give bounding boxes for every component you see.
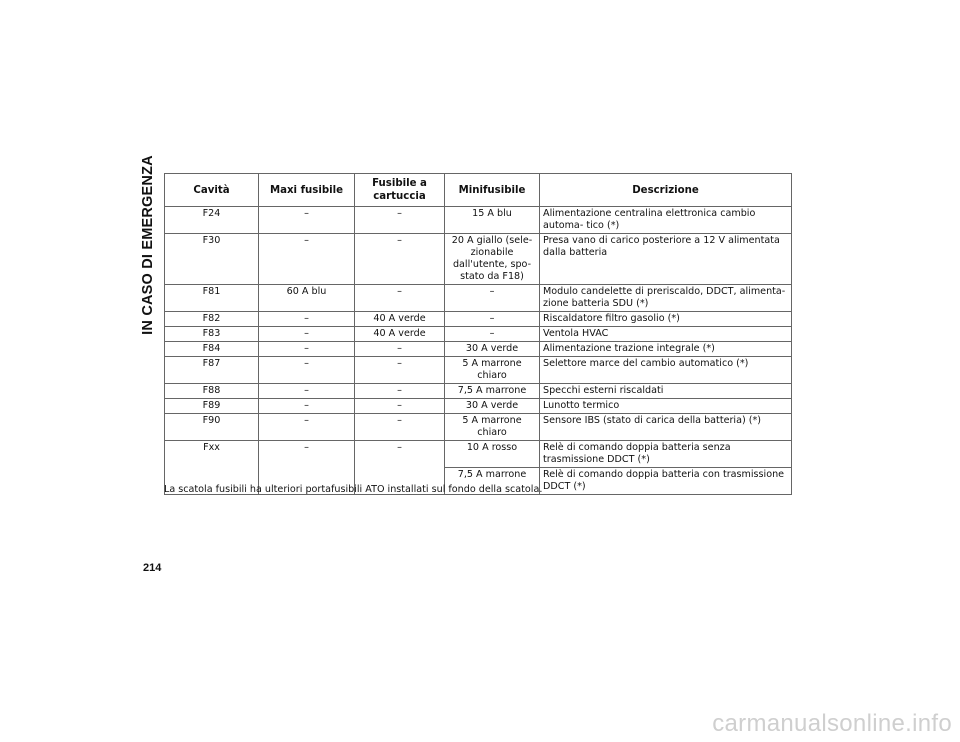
cell-mini: 15 A blu [445, 207, 540, 234]
cell-description: Riscaldatore filtro gasolio (*) [540, 312, 792, 327]
table-row [165, 327, 792, 342]
cell-maxi: – [259, 342, 355, 357]
cell-mini: 10 A rosso [445, 441, 540, 468]
watermark: carmanualsonline.info [712, 710, 952, 737]
table-row [165, 285, 792, 312]
cell-cartridge: – [355, 207, 445, 234]
cell-maxi: – [259, 414, 355, 441]
cell-description: Specchi esterni riscaldati [540, 384, 792, 399]
table-row [165, 384, 792, 399]
table-row [165, 342, 792, 357]
cell-description: Selettore marce del cambio automatico (*) [540, 357, 792, 384]
header-cartridge-fuse: Fusibile a cartuccia [355, 174, 445, 207]
table-row [165, 312, 792, 327]
cell-cartridge: – [355, 399, 445, 414]
footnote: La scatola fusibili ha ulteriori portafusibili ATO installati sul fondo della scatola. [164, 484, 543, 495]
cell-cavity: Fxx [165, 441, 259, 495]
cell-cartridge: 40 A verde [355, 312, 445, 327]
cell-maxi: – [259, 441, 355, 495]
cell-cavity: F87 [165, 357, 259, 384]
cell-maxi: – [259, 207, 355, 234]
table-row [165, 414, 792, 441]
table-row [165, 234, 792, 285]
header-description: Descrizione [540, 174, 792, 207]
cell-cartridge: – [355, 357, 445, 384]
cell-mini: 20 A giallo (sele- zionabile dall'utente, spo- stato da F18) [445, 234, 540, 285]
cell-maxi: – [259, 312, 355, 327]
cell-cavity: F83 [165, 327, 259, 342]
cell-cavity: F90 [165, 414, 259, 441]
cell-cavity: F89 [165, 399, 259, 414]
cell-mini: 30 A verde [445, 399, 540, 414]
cell-cartridge: – [355, 342, 445, 357]
cell-maxi: – [259, 234, 355, 285]
cell-mini: 30 A verde [445, 342, 540, 357]
cell-cartridge: – [355, 234, 445, 285]
cell-description: Lunotto termico [540, 399, 792, 414]
cell-description: Sensore IBS (stato di carica della batteria) (*) [540, 414, 792, 441]
cell-cartridge: – [355, 384, 445, 399]
cell-cartridge: – [355, 414, 445, 441]
cell-cavity: F82 [165, 312, 259, 327]
cell-description: Relè di comando doppia batteria senza trasmissione DDCT (*) [540, 441, 792, 468]
table-row [165, 357, 792, 384]
cell-mini: – [445, 327, 540, 342]
cell-maxi: – [259, 399, 355, 414]
table-row [165, 207, 792, 234]
cell-mini: 7,5 A marrone [445, 468, 540, 495]
cell-description: Presa vano di carico posteriore a 12 V alimentata dalla batteria [540, 234, 792, 285]
cell-mini: 5 A marrone chiaro [445, 357, 540, 384]
cell-cavity: F88 [165, 384, 259, 399]
cell-description: Relè di comando doppia batteria con trasmissione DDCT (*) [540, 468, 792, 495]
cell-cavity: F30 [165, 234, 259, 285]
cell-mini: – [445, 285, 540, 312]
cell-cavity: F24 [165, 207, 259, 234]
table-row [165, 441, 792, 468]
header-cavity: Cavità [165, 174, 259, 207]
fuse-table [164, 173, 792, 495]
cell-maxi: – [259, 357, 355, 384]
cell-mini: – [445, 312, 540, 327]
cell-cartridge: – [355, 285, 445, 312]
cell-maxi: – [259, 327, 355, 342]
cell-mini: 7,5 A marrone [445, 384, 540, 399]
section-title [139, 154, 157, 335]
cell-description: Modulo candelette di preriscaldo, DDCT, alimenta- zione batteria SDU (*) [540, 285, 792, 312]
cell-cavity: F81 [165, 285, 259, 312]
cell-cartridge: 40 A verde [355, 327, 445, 342]
section-title-text: IN CASO DI EMERGENZA [140, 154, 156, 335]
cell-description: Alimentazione trazione integrale (*) [540, 342, 792, 357]
header-mini-fuse: Minifusibile [445, 174, 540, 207]
table-row [165, 399, 792, 414]
cell-cavity: F84 [165, 342, 259, 357]
cell-description: Ventola HVAC [540, 327, 792, 342]
cell-cartridge: – [355, 441, 445, 495]
table-header-row [165, 174, 792, 207]
cell-description: Alimentazione centralina elettronica cambio automa- tico (*) [540, 207, 792, 234]
page-number: 214 [143, 562, 162, 574]
cell-maxi: – [259, 384, 355, 399]
header-maxi-fuse: Maxi fusibile [259, 174, 355, 207]
cell-maxi: 60 A blu [259, 285, 355, 312]
cell-mini: 5 A marrone chiaro [445, 414, 540, 441]
